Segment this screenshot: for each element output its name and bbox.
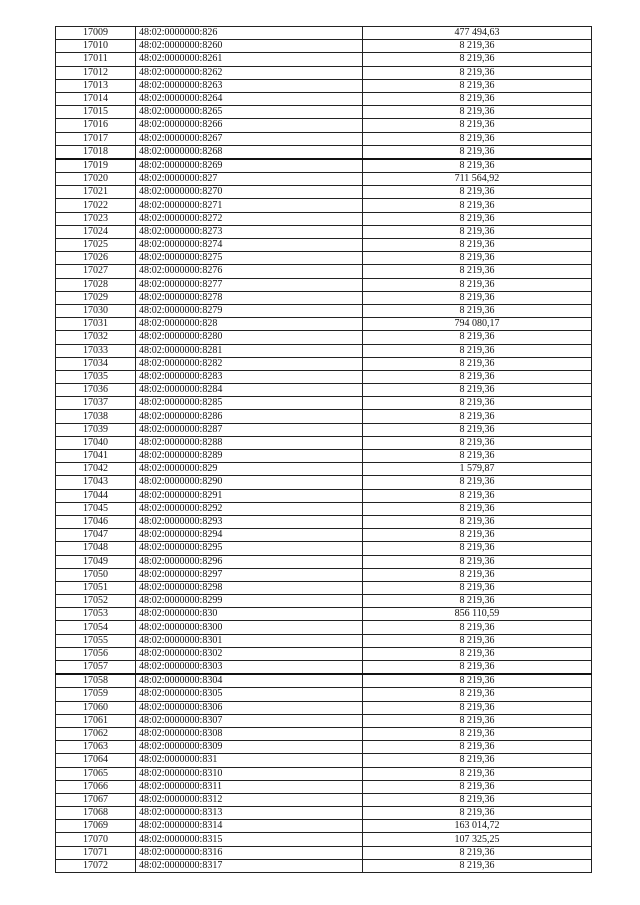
cadastral-value: 8 219,36 <box>363 555 592 568</box>
table-row <box>56 688 592 701</box>
row-number: 17011 <box>56 53 136 66</box>
row-number: 17014 <box>56 92 136 105</box>
table-row <box>56 515 592 528</box>
row-number: 17064 <box>56 754 136 767</box>
cadastral-value: 8 219,36 <box>363 40 592 53</box>
cadastral-value: 1 579,87 <box>363 463 592 476</box>
cadastral-value: 8 219,36 <box>363 647 592 660</box>
table-row <box>56 555 592 568</box>
row-number: 17026 <box>56 252 136 265</box>
table-row <box>56 318 592 331</box>
row-number: 17053 <box>56 608 136 621</box>
table-row <box>56 741 592 754</box>
cadastral-value: 8 219,36 <box>363 132 592 145</box>
cadastral-number: 48:02:0000000:8289 <box>136 450 363 463</box>
row-number: 17019 <box>56 159 136 173</box>
cadastral-value: 8 219,36 <box>363 595 592 608</box>
table-row <box>56 859 592 872</box>
table-row <box>56 410 592 423</box>
row-number: 17032 <box>56 331 136 344</box>
cadastral-number: 48:02:0000000:8287 <box>136 423 363 436</box>
cadastral-value: 794 080,17 <box>363 318 592 331</box>
row-number: 17031 <box>56 318 136 331</box>
cadastral-number: 48:02:0000000:8279 <box>136 304 363 317</box>
table-row <box>56 674 592 688</box>
cadastral-number: 48:02:0000000:8261 <box>136 53 363 66</box>
cadastral-value: 8 219,36 <box>363 225 592 238</box>
cadastral-number: 48:02:0000000:8294 <box>136 529 363 542</box>
cadastral-number: 48:02:0000000:8277 <box>136 278 363 291</box>
table-row <box>56 357 592 370</box>
row-number: 17018 <box>56 145 136 159</box>
table-row <box>56 291 592 304</box>
cadastral-value: 8 219,36 <box>363 239 592 252</box>
cadastral-number: 48:02:0000000:8271 <box>136 199 363 212</box>
table-row <box>56 423 592 436</box>
cadastral-number: 48:02:0000000:8286 <box>136 410 363 423</box>
row-number: 17060 <box>56 701 136 714</box>
table-row <box>56 79 592 92</box>
cadastral-number: 48:02:0000000:8263 <box>136 79 363 92</box>
cadastral-number: 48:02:0000000:8274 <box>136 239 363 252</box>
table-row <box>56 132 592 145</box>
row-number: 17036 <box>56 384 136 397</box>
row-number: 17062 <box>56 727 136 740</box>
row-number: 17024 <box>56 225 136 238</box>
cadastral-value: 8 219,36 <box>363 450 592 463</box>
cadastral-number: 48:02:0000000:8316 <box>136 846 363 859</box>
table-row <box>56 489 592 502</box>
cadastral-value: 8 219,36 <box>363 423 592 436</box>
row-number: 17017 <box>56 132 136 145</box>
table-row <box>56 621 592 634</box>
cadastral-value: 8 219,36 <box>363 357 592 370</box>
cadastral-value: 8 219,36 <box>363 145 592 159</box>
row-number: 17057 <box>56 661 136 675</box>
table-row <box>56 199 592 212</box>
cadastral-value: 8 219,36 <box>363 436 592 449</box>
row-number: 17066 <box>56 780 136 793</box>
table-row <box>56 265 592 278</box>
row-number: 17063 <box>56 741 136 754</box>
cadastral-value: 8 219,36 <box>363 568 592 581</box>
row-number: 17055 <box>56 634 136 647</box>
row-number: 17042 <box>56 463 136 476</box>
cadastral-number: 48:02:0000000:8302 <box>136 647 363 660</box>
cadastral-value: 8 219,36 <box>363 119 592 132</box>
cadastral-number: 48:02:0000000:8281 <box>136 344 363 357</box>
cadastral-number: 48:02:0000000:8314 <box>136 820 363 833</box>
cadastral-number: 48:02:0000000:8303 <box>136 661 363 675</box>
cadastral-number: 48:02:0000000:8290 <box>136 476 363 489</box>
table-row <box>56 119 592 132</box>
row-number: 17059 <box>56 688 136 701</box>
cadastral-number: 48:02:0000000:8291 <box>136 489 363 502</box>
cadastral-number: 48:02:0000000:8297 <box>136 568 363 581</box>
cadastral-value: 8 219,36 <box>363 199 592 212</box>
cadastral-number: 48:02:0000000:8288 <box>136 436 363 449</box>
cadastral-number: 48:02:0000000:8292 <box>136 502 363 515</box>
table-row <box>56 608 592 621</box>
cadastral-value: 8 219,36 <box>363 92 592 105</box>
table-row <box>56 53 592 66</box>
cadastral-number: 48:02:0000000:828 <box>136 318 363 331</box>
row-number: 17058 <box>56 674 136 688</box>
cadastral-value: 107 325,25 <box>363 833 592 846</box>
cadastral-number: 48:02:0000000:8298 <box>136 581 363 594</box>
table-row <box>56 331 592 344</box>
cadastral-value: 8 219,36 <box>363 186 592 199</box>
cadastral-number: 48:02:0000000:8262 <box>136 66 363 79</box>
row-number: 17069 <box>56 820 136 833</box>
cadastral-value: 8 219,36 <box>363 344 592 357</box>
table-row <box>56 159 592 173</box>
cadastral-number: 48:02:0000000:8299 <box>136 595 363 608</box>
row-number: 17012 <box>56 66 136 79</box>
cadastral-number: 48:02:0000000:8273 <box>136 225 363 238</box>
cadastral-value: 8 219,36 <box>363 674 592 688</box>
cadastral-number: 48:02:0000000:829 <box>136 463 363 476</box>
cadastral-value: 8 219,36 <box>363 212 592 225</box>
table-row <box>56 239 592 252</box>
table-row <box>56 225 592 238</box>
row-number: 17071 <box>56 846 136 859</box>
cadastral-value: 8 219,36 <box>363 727 592 740</box>
cadastral-number: 48:02:0000000:8269 <box>136 159 363 173</box>
row-number: 17022 <box>56 199 136 212</box>
cadastral-number: 48:02:0000000:8267 <box>136 132 363 145</box>
cadastral-value: 8 219,36 <box>363 476 592 489</box>
cadastral-value: 8 219,36 <box>363 370 592 383</box>
cadastral-number: 48:02:0000000:8301 <box>136 634 363 647</box>
cadastral-number: 48:02:0000000:8304 <box>136 674 363 688</box>
cadastral-value: 8 219,36 <box>363 807 592 820</box>
table-row <box>56 529 592 542</box>
row-number: 17029 <box>56 291 136 304</box>
row-number: 17015 <box>56 106 136 119</box>
table-row <box>56 27 592 40</box>
cadastral-number: 48:02:0000000:8308 <box>136 727 363 740</box>
row-number: 17028 <box>56 278 136 291</box>
row-number: 17020 <box>56 173 136 186</box>
cadastral-value: 8 219,36 <box>363 66 592 79</box>
cadastral-value-table <box>55 26 592 873</box>
cadastral-number: 48:02:0000000:8300 <box>136 621 363 634</box>
row-number: 17070 <box>56 833 136 846</box>
row-number: 17047 <box>56 529 136 542</box>
row-number: 17051 <box>56 581 136 594</box>
table-row <box>56 304 592 317</box>
row-number: 17068 <box>56 807 136 820</box>
row-number: 17035 <box>56 370 136 383</box>
table-row <box>56 92 592 105</box>
row-number: 17038 <box>56 410 136 423</box>
table-row <box>56 793 592 806</box>
cadastral-number: 48:02:0000000:8311 <box>136 780 363 793</box>
table-row <box>56 701 592 714</box>
table-row <box>56 173 592 186</box>
table-row <box>56 278 592 291</box>
table-row <box>56 727 592 740</box>
row-number: 17043 <box>56 476 136 489</box>
cadastral-value: 8 219,36 <box>363 106 592 119</box>
row-number: 17037 <box>56 397 136 410</box>
cadastral-number: 48:02:0000000:8278 <box>136 291 363 304</box>
cadastral-value: 8 219,36 <box>363 304 592 317</box>
table-row <box>56 397 592 410</box>
cadastral-number: 48:02:0000000:8295 <box>136 542 363 555</box>
row-number: 17065 <box>56 767 136 780</box>
row-number: 17048 <box>56 542 136 555</box>
table-row <box>56 581 592 594</box>
row-number: 17072 <box>56 859 136 872</box>
table-row <box>56 106 592 119</box>
cadastral-value: 8 219,36 <box>363 331 592 344</box>
row-number: 17010 <box>56 40 136 53</box>
row-number: 17054 <box>56 621 136 634</box>
row-number: 17021 <box>56 186 136 199</box>
table-row <box>56 370 592 383</box>
row-number: 17033 <box>56 344 136 357</box>
table-row <box>56 384 592 397</box>
cadastral-number: 48:02:0000000:8264 <box>136 92 363 105</box>
cadastral-number: 48:02:0000000:8272 <box>136 212 363 225</box>
row-number: 17039 <box>56 423 136 436</box>
cadastral-value: 8 219,36 <box>363 634 592 647</box>
cadastral-value: 8 219,36 <box>363 621 592 634</box>
row-number: 17045 <box>56 502 136 515</box>
cadastral-number: 48:02:0000000:827 <box>136 173 363 186</box>
table-row <box>56 450 592 463</box>
table-row <box>56 780 592 793</box>
cadastral-value: 8 219,36 <box>363 291 592 304</box>
table-row <box>56 767 592 780</box>
row-number: 17052 <box>56 595 136 608</box>
row-number: 17044 <box>56 489 136 502</box>
row-number: 17009 <box>56 27 136 40</box>
cadastral-value: 8 219,36 <box>363 515 592 528</box>
cadastral-number: 48:02:0000000:8313 <box>136 807 363 820</box>
cadastral-value: 477 494,63 <box>363 27 592 40</box>
cadastral-number: 48:02:0000000:8296 <box>136 555 363 568</box>
table-row <box>56 820 592 833</box>
cadastral-value: 8 219,36 <box>363 767 592 780</box>
cadastral-number: 48:02:0000000:8306 <box>136 701 363 714</box>
cadastral-value: 8 219,36 <box>363 714 592 727</box>
cadastral-number: 48:02:0000000:8282 <box>136 357 363 370</box>
row-number: 17030 <box>56 304 136 317</box>
row-number: 17025 <box>56 239 136 252</box>
row-number: 17041 <box>56 450 136 463</box>
cadastral-value: 856 110,59 <box>363 608 592 621</box>
table-row <box>56 661 592 675</box>
cadastral-number: 48:02:0000000:8268 <box>136 145 363 159</box>
row-number: 17067 <box>56 793 136 806</box>
table-row <box>56 145 592 159</box>
row-number: 17056 <box>56 647 136 660</box>
cadastral-value: 8 219,36 <box>363 384 592 397</box>
table-row <box>56 754 592 767</box>
row-number: 17050 <box>56 568 136 581</box>
cadastral-value: 8 219,36 <box>363 529 592 542</box>
cadastral-number: 48:02:0000000:8275 <box>136 252 363 265</box>
table-row <box>56 344 592 357</box>
cadastral-value: 8 219,36 <box>363 79 592 92</box>
cadastral-value: 8 219,36 <box>363 780 592 793</box>
cadastral-value: 8 219,36 <box>363 489 592 502</box>
row-number: 17040 <box>56 436 136 449</box>
cadastral-value: 8 219,36 <box>363 581 592 594</box>
table-row <box>56 252 592 265</box>
cadastral-number: 48:02:0000000:8293 <box>136 515 363 528</box>
cadastral-number: 48:02:0000000:8265 <box>136 106 363 119</box>
row-number: 17023 <box>56 212 136 225</box>
cadastral-number: 48:02:0000000:8283 <box>136 370 363 383</box>
cadastral-value: 8 219,36 <box>363 661 592 675</box>
cadastral-value: 8 219,36 <box>363 397 592 410</box>
table-row <box>56 463 592 476</box>
table-row <box>56 212 592 225</box>
row-number: 17046 <box>56 515 136 528</box>
cadastral-number: 48:02:0000000:8310 <box>136 767 363 780</box>
cadastral-value: 8 219,36 <box>363 793 592 806</box>
cadastral-number: 48:02:0000000:8305 <box>136 688 363 701</box>
table-body <box>56 27 592 873</box>
cadastral-value: 8 219,36 <box>363 846 592 859</box>
table-row <box>56 846 592 859</box>
cadastral-value: 8 219,36 <box>363 741 592 754</box>
cadastral-number: 48:02:0000000:8260 <box>136 40 363 53</box>
cadastral-value: 163 014,72 <box>363 820 592 833</box>
table-row <box>56 40 592 53</box>
table-row <box>56 568 592 581</box>
table-row <box>56 476 592 489</box>
table-row <box>56 807 592 820</box>
table-row <box>56 714 592 727</box>
table-row <box>56 66 592 79</box>
row-number: 17013 <box>56 79 136 92</box>
cadastral-value: 8 219,36 <box>363 701 592 714</box>
table-row <box>56 833 592 846</box>
cadastral-number: 48:02:0000000:8317 <box>136 859 363 872</box>
table-row <box>56 542 592 555</box>
cadastral-value: 8 219,36 <box>363 754 592 767</box>
cadastral-value: 8 219,36 <box>363 688 592 701</box>
cadastral-value: 8 219,36 <box>363 859 592 872</box>
cadastral-number: 48:02:0000000:831 <box>136 754 363 767</box>
cadastral-value: 8 219,36 <box>363 159 592 173</box>
cadastral-value: 8 219,36 <box>363 278 592 291</box>
row-number: 17027 <box>56 265 136 278</box>
row-number: 17049 <box>56 555 136 568</box>
cadastral-value: 8 219,36 <box>363 265 592 278</box>
cadastral-number: 48:02:0000000:8309 <box>136 741 363 754</box>
cadastral-number: 48:02:0000000:8266 <box>136 119 363 132</box>
cadastral-value: 8 219,36 <box>363 53 592 66</box>
table-row <box>56 436 592 449</box>
table-row <box>56 186 592 199</box>
cadastral-number: 48:02:0000000:8284 <box>136 384 363 397</box>
cadastral-number: 48:02:0000000:8276 <box>136 265 363 278</box>
cadastral-number: 48:02:0000000:8312 <box>136 793 363 806</box>
cadastral-number: 48:02:0000000:8285 <box>136 397 363 410</box>
cadastral-number: 48:02:0000000:8280 <box>136 331 363 344</box>
table-row <box>56 634 592 647</box>
cadastral-value: 711 564,92 <box>363 173 592 186</box>
row-number: 17016 <box>56 119 136 132</box>
cadastral-number: 48:02:0000000:8315 <box>136 833 363 846</box>
table-row <box>56 647 592 660</box>
row-number: 17034 <box>56 357 136 370</box>
row-number: 17061 <box>56 714 136 727</box>
cadastral-number: 48:02:0000000:8270 <box>136 186 363 199</box>
table-row <box>56 595 592 608</box>
cadastral-number: 48:02:0000000:826 <box>136 27 363 40</box>
cadastral-value: 8 219,36 <box>363 542 592 555</box>
table-row <box>56 502 592 515</box>
cadastral-value: 8 219,36 <box>363 502 592 515</box>
cadastral-value: 8 219,36 <box>363 252 592 265</box>
cadastral-number: 48:02:0000000:830 <box>136 608 363 621</box>
cadastral-number: 48:02:0000000:8307 <box>136 714 363 727</box>
cadastral-value: 8 219,36 <box>363 410 592 423</box>
